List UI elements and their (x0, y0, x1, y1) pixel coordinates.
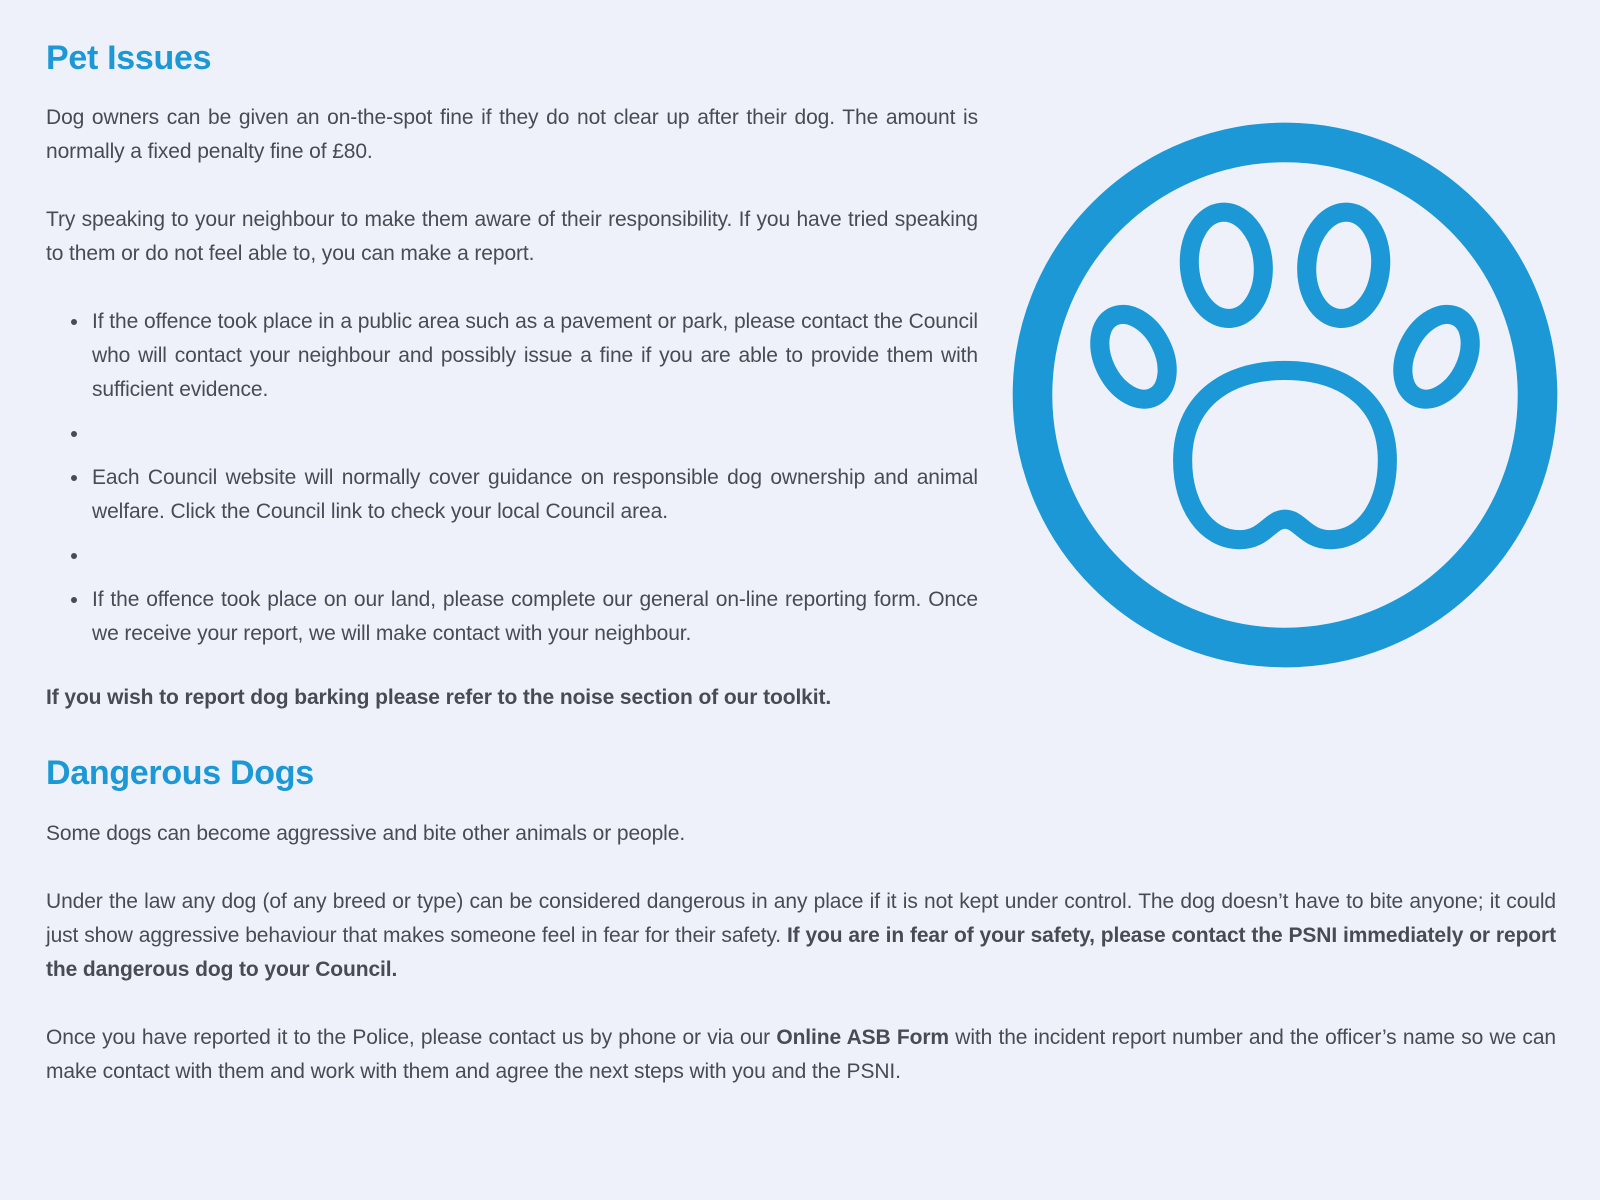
list-item: • If the offence took place in a public area such as a pavement or park, please contact the Council who will contact your neighbour and possibly issue a fine if you are able to provide them with sufficient evidence. (90, 305, 978, 407)
pet-issues-heading: Pet Issues (46, 39, 212, 77)
list-item-empty (90, 539, 978, 573)
dangerous-dogs-paragraph-3 (46, 1021, 1556, 1089)
dangerous-dogs-paragraph-1: Some dogs can become aggressive and bite other animals or people. (46, 821, 686, 845)
paw-icon-svg (1012, 122, 1558, 668)
report-options-list (46, 305, 978, 651)
dangerous-dogs-heading: Dangerous Dogs (46, 754, 314, 793)
pet-issues-paragraph-1: Dog owners can be given an on-the-spot fine if they do not clear up after their dog. The amount is normally a fixed penalty fine of £80. (46, 106, 978, 164)
paragraph-text: Once you have reported it to the Police, please contact us by phone or via our (46, 1025, 777, 1049)
safety-warning-bold-text: If you are in fear of your safety, please contact the PSNI immediately or report the dangerous dog to your Council. (46, 923, 1556, 981)
dangerous-dogs-section (46, 755, 1556, 1088)
paw-icon (1012, 122, 1558, 668)
list-item: • If the offence took place on our land, please complete our general on-line reporting form. Once we receive your report, we will make contact with your neighbour. (90, 583, 978, 651)
dangerous-dogs-paragraph-2 (46, 885, 1556, 987)
list-item: • Each Council website will normally cover guidance on responsible dog ownership and animal welfare. Click the Council link to check your local Council area. (90, 461, 978, 529)
dog-barking-note: If you wish to report dog barking please refer to the noise section of our toolkit. (46, 686, 832, 710)
paragraph-text: with the incident report number and the officer’s name so we can make contact with them and work with them and agree the next steps with you and the PSNI. (46, 1025, 1556, 1083)
pet-issues-section (46, 40, 978, 715)
pet-issues-paragraph-2: Try speaking to your neighbour to make them aware of their responsibility. If you have tried speaking to them or do not feel able to, you can make a report. (46, 208, 978, 266)
online-asb-form-text: Online ASB Form (776, 1025, 949, 1049)
list-item-empty (90, 417, 978, 451)
paragraph-text: Under the law any dog (of any breed or type) can be considered dangerous in any place if it is not kept under control. The dog doesn’t have to bite anyone; it could just show aggressive behaviour that makes someone feel in fear for their safety. (46, 889, 1556, 947)
